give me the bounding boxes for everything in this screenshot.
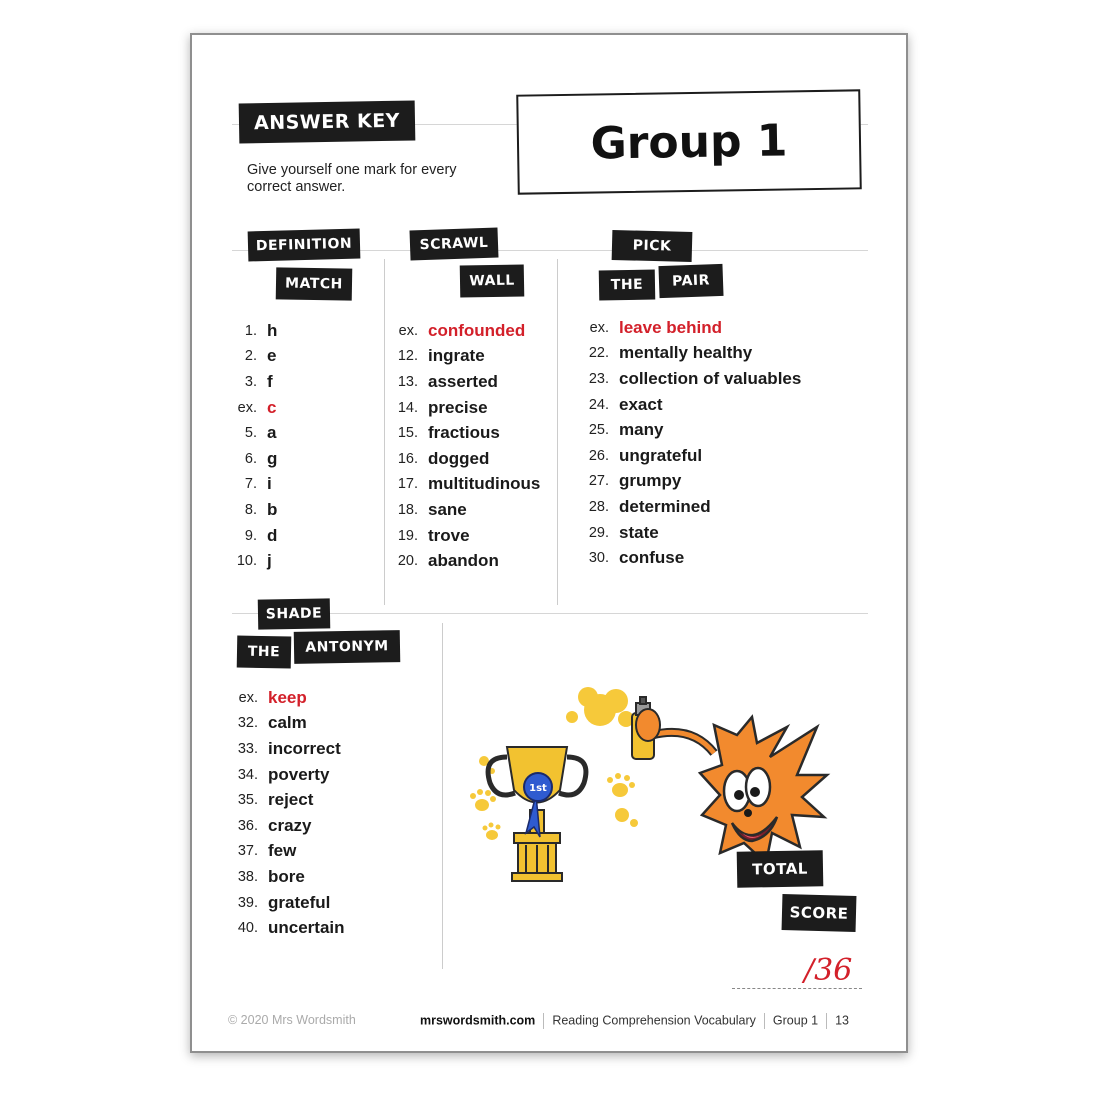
list-item bbox=[579, 366, 801, 392]
list-item bbox=[229, 369, 277, 395]
page-number: 13 bbox=[835, 1013, 849, 1028]
item-number: 36. bbox=[237, 817, 258, 834]
answer-key-tag: ANSWER KEY bbox=[239, 100, 416, 143]
the-tag-pair: THE bbox=[599, 270, 656, 301]
answer-text: a bbox=[267, 423, 277, 443]
list-item bbox=[229, 420, 277, 446]
item-number: 38. bbox=[237, 868, 258, 885]
list-item bbox=[382, 420, 540, 446]
item-number: ex. bbox=[398, 322, 418, 339]
pick-the-pair-list bbox=[579, 315, 801, 571]
pick-tag: PICK bbox=[612, 230, 693, 262]
list-item bbox=[382, 446, 540, 472]
list-item bbox=[382, 318, 540, 344]
answer-text: uncertain bbox=[268, 918, 345, 938]
pair-tag: PAIR bbox=[658, 264, 723, 298]
item-number: 5. bbox=[244, 425, 257, 442]
item-number: 24. bbox=[588, 396, 609, 413]
example-answer: leave behind bbox=[619, 317, 722, 337]
answer-text: j bbox=[267, 551, 272, 571]
list-item bbox=[382, 344, 540, 370]
list-item bbox=[382, 523, 540, 549]
item-number: 20. bbox=[397, 553, 418, 570]
list-item bbox=[579, 443, 801, 469]
answer-text: g bbox=[267, 448, 278, 468]
list-item bbox=[579, 469, 801, 495]
answer-text: ingrate bbox=[428, 346, 485, 366]
item-number: 37. bbox=[237, 843, 258, 860]
item-number: 29. bbox=[588, 524, 609, 541]
list-item bbox=[579, 392, 801, 418]
worksheet-page bbox=[190, 33, 908, 1053]
list-item bbox=[228, 915, 345, 941]
answer-text: reject bbox=[268, 790, 314, 810]
answer-text: f bbox=[267, 371, 273, 391]
item-number: 25. bbox=[588, 422, 609, 439]
group-title-box bbox=[516, 89, 862, 194]
item-number: 32. bbox=[237, 715, 258, 732]
answer-text: state bbox=[619, 522, 659, 542]
example-answer: confounded bbox=[428, 320, 526, 340]
answer-text: bore bbox=[268, 866, 305, 886]
item-number: 18. bbox=[397, 501, 418, 518]
answer-text: fractious bbox=[428, 423, 500, 443]
item-number: 9. bbox=[244, 527, 257, 544]
item-number: 26. bbox=[588, 447, 609, 464]
item-number: ex. bbox=[237, 399, 257, 416]
definition-match-list bbox=[229, 318, 277, 574]
item-number: 7. bbox=[244, 476, 257, 493]
column-divider-2 bbox=[557, 259, 558, 605]
answer-text: mentally healthy bbox=[619, 343, 753, 363]
list-item bbox=[229, 344, 277, 370]
item-number: 27. bbox=[588, 473, 609, 490]
page-title: Group 1 bbox=[590, 114, 788, 170]
list-item bbox=[228, 864, 345, 890]
item-number: 34. bbox=[237, 766, 258, 783]
footer-meta bbox=[420, 1013, 849, 1029]
item-number: ex. bbox=[589, 319, 609, 336]
answer-text: b bbox=[267, 499, 278, 519]
scrawl-wall-list bbox=[382, 318, 540, 574]
item-number: 6. bbox=[244, 450, 257, 467]
answer-text: e bbox=[267, 346, 277, 366]
list-item bbox=[229, 472, 277, 498]
item-number: 13. bbox=[397, 373, 418, 390]
item-number: 3. bbox=[244, 373, 257, 390]
example-answer: keep bbox=[268, 687, 307, 707]
list-item bbox=[228, 736, 345, 762]
answer-text: calm bbox=[268, 713, 307, 733]
answer-text: ungrateful bbox=[619, 445, 703, 465]
item-number: 19. bbox=[397, 527, 418, 544]
item-number: 35. bbox=[237, 792, 258, 809]
list-item bbox=[229, 548, 277, 574]
item-number: 16. bbox=[397, 450, 418, 467]
list-item bbox=[228, 711, 345, 737]
answer-text: incorrect bbox=[268, 738, 341, 758]
wall-tag: WALL bbox=[460, 264, 525, 297]
list-item bbox=[228, 813, 345, 839]
list-item bbox=[382, 395, 540, 421]
shade-tag: SHADE bbox=[258, 598, 331, 629]
score-tag: SCORE bbox=[782, 894, 857, 932]
svg-text:1st: 1st bbox=[529, 783, 547, 794]
score-write-line bbox=[732, 988, 862, 989]
answer-text: collection of valuables bbox=[619, 368, 802, 388]
answer-text: multitudinous bbox=[428, 474, 541, 494]
item-number: 10. bbox=[236, 553, 257, 570]
answer-text: grateful bbox=[268, 892, 331, 912]
answer-text: poverty bbox=[268, 764, 330, 784]
item-number: 2. bbox=[244, 348, 257, 365]
item-number: 17. bbox=[397, 476, 418, 493]
list-item bbox=[579, 520, 801, 546]
answer-text: few bbox=[268, 841, 297, 861]
answer-text: exact bbox=[619, 394, 663, 414]
item-number: 8. bbox=[244, 501, 257, 518]
list-item bbox=[382, 369, 540, 395]
answer-text: abandon bbox=[428, 551, 499, 571]
list-item bbox=[228, 890, 345, 916]
item-number: 14. bbox=[397, 399, 418, 416]
item-number: ex. bbox=[238, 689, 258, 706]
fox-mascot-icon bbox=[700, 717, 827, 863]
item-number: 30. bbox=[588, 550, 609, 567]
item-number: 15. bbox=[397, 425, 418, 442]
answer-text: h bbox=[267, 320, 278, 340]
example-answer: c bbox=[267, 397, 277, 417]
instructions: Give yourself one mark for every correct answer. bbox=[247, 162, 457, 195]
answer-text: confuse bbox=[619, 548, 685, 568]
definition-tag: DEFINITION bbox=[248, 229, 361, 262]
footer-site-link[interactable]: mrswordsmith.com bbox=[420, 1013, 536, 1028]
answer-text: asserted bbox=[428, 371, 498, 391]
list-item bbox=[229, 318, 277, 344]
item-number: 33. bbox=[237, 740, 258, 757]
list-item bbox=[229, 395, 277, 421]
antonym-tag: ANTONYM bbox=[294, 630, 401, 664]
first-place-ribbon-icon bbox=[524, 773, 552, 837]
footer-book-title: Reading Comprehension Vocabulary bbox=[552, 1013, 756, 1028]
item-number: 1. bbox=[244, 322, 257, 339]
list-item bbox=[579, 417, 801, 443]
list-item bbox=[228, 762, 345, 788]
answer-text: precise bbox=[428, 397, 488, 417]
answer-text: trove bbox=[428, 525, 470, 545]
item-number: 28. bbox=[588, 498, 609, 515]
match-tag: MATCH bbox=[276, 267, 353, 300]
list-item bbox=[228, 685, 345, 711]
total-score-value: /36 bbox=[804, 953, 853, 988]
total-tag: TOTAL bbox=[737, 850, 824, 887]
footer-group: Group 1 bbox=[772, 1013, 819, 1028]
list-item bbox=[579, 341, 801, 367]
item-number: 40. bbox=[237, 920, 258, 937]
answer-text: determined bbox=[619, 496, 711, 516]
answer-text: d bbox=[267, 525, 278, 545]
the-tag-antonym: THE bbox=[237, 636, 292, 669]
answer-text: grumpy bbox=[619, 471, 682, 491]
list-item bbox=[382, 472, 540, 498]
item-number: 39. bbox=[237, 894, 258, 911]
list-item bbox=[228, 787, 345, 813]
list-item bbox=[229, 497, 277, 523]
item-number: 23. bbox=[588, 370, 609, 387]
list-item bbox=[579, 315, 801, 341]
answer-text: crazy bbox=[268, 815, 312, 835]
list-item bbox=[579, 494, 801, 520]
item-number: 22. bbox=[588, 345, 609, 362]
answer-text: many bbox=[619, 420, 664, 440]
item-number: 12. bbox=[397, 348, 418, 365]
list-item bbox=[229, 446, 277, 472]
answer-text: dogged bbox=[428, 448, 490, 468]
list-item bbox=[229, 523, 277, 549]
list-item bbox=[228, 839, 345, 865]
column-divider-3 bbox=[442, 623, 443, 969]
scrawl-tag: SCRAWL bbox=[410, 227, 499, 260]
list-item bbox=[382, 548, 540, 574]
list-item bbox=[382, 497, 540, 523]
copyright-text: © 2020 Mrs Wordsmith bbox=[228, 1013, 356, 1027]
answer-text: i bbox=[267, 474, 272, 494]
answer-text: sane bbox=[428, 499, 467, 519]
list-item bbox=[579, 545, 801, 571]
shade-the-antonym-list bbox=[228, 685, 345, 941]
